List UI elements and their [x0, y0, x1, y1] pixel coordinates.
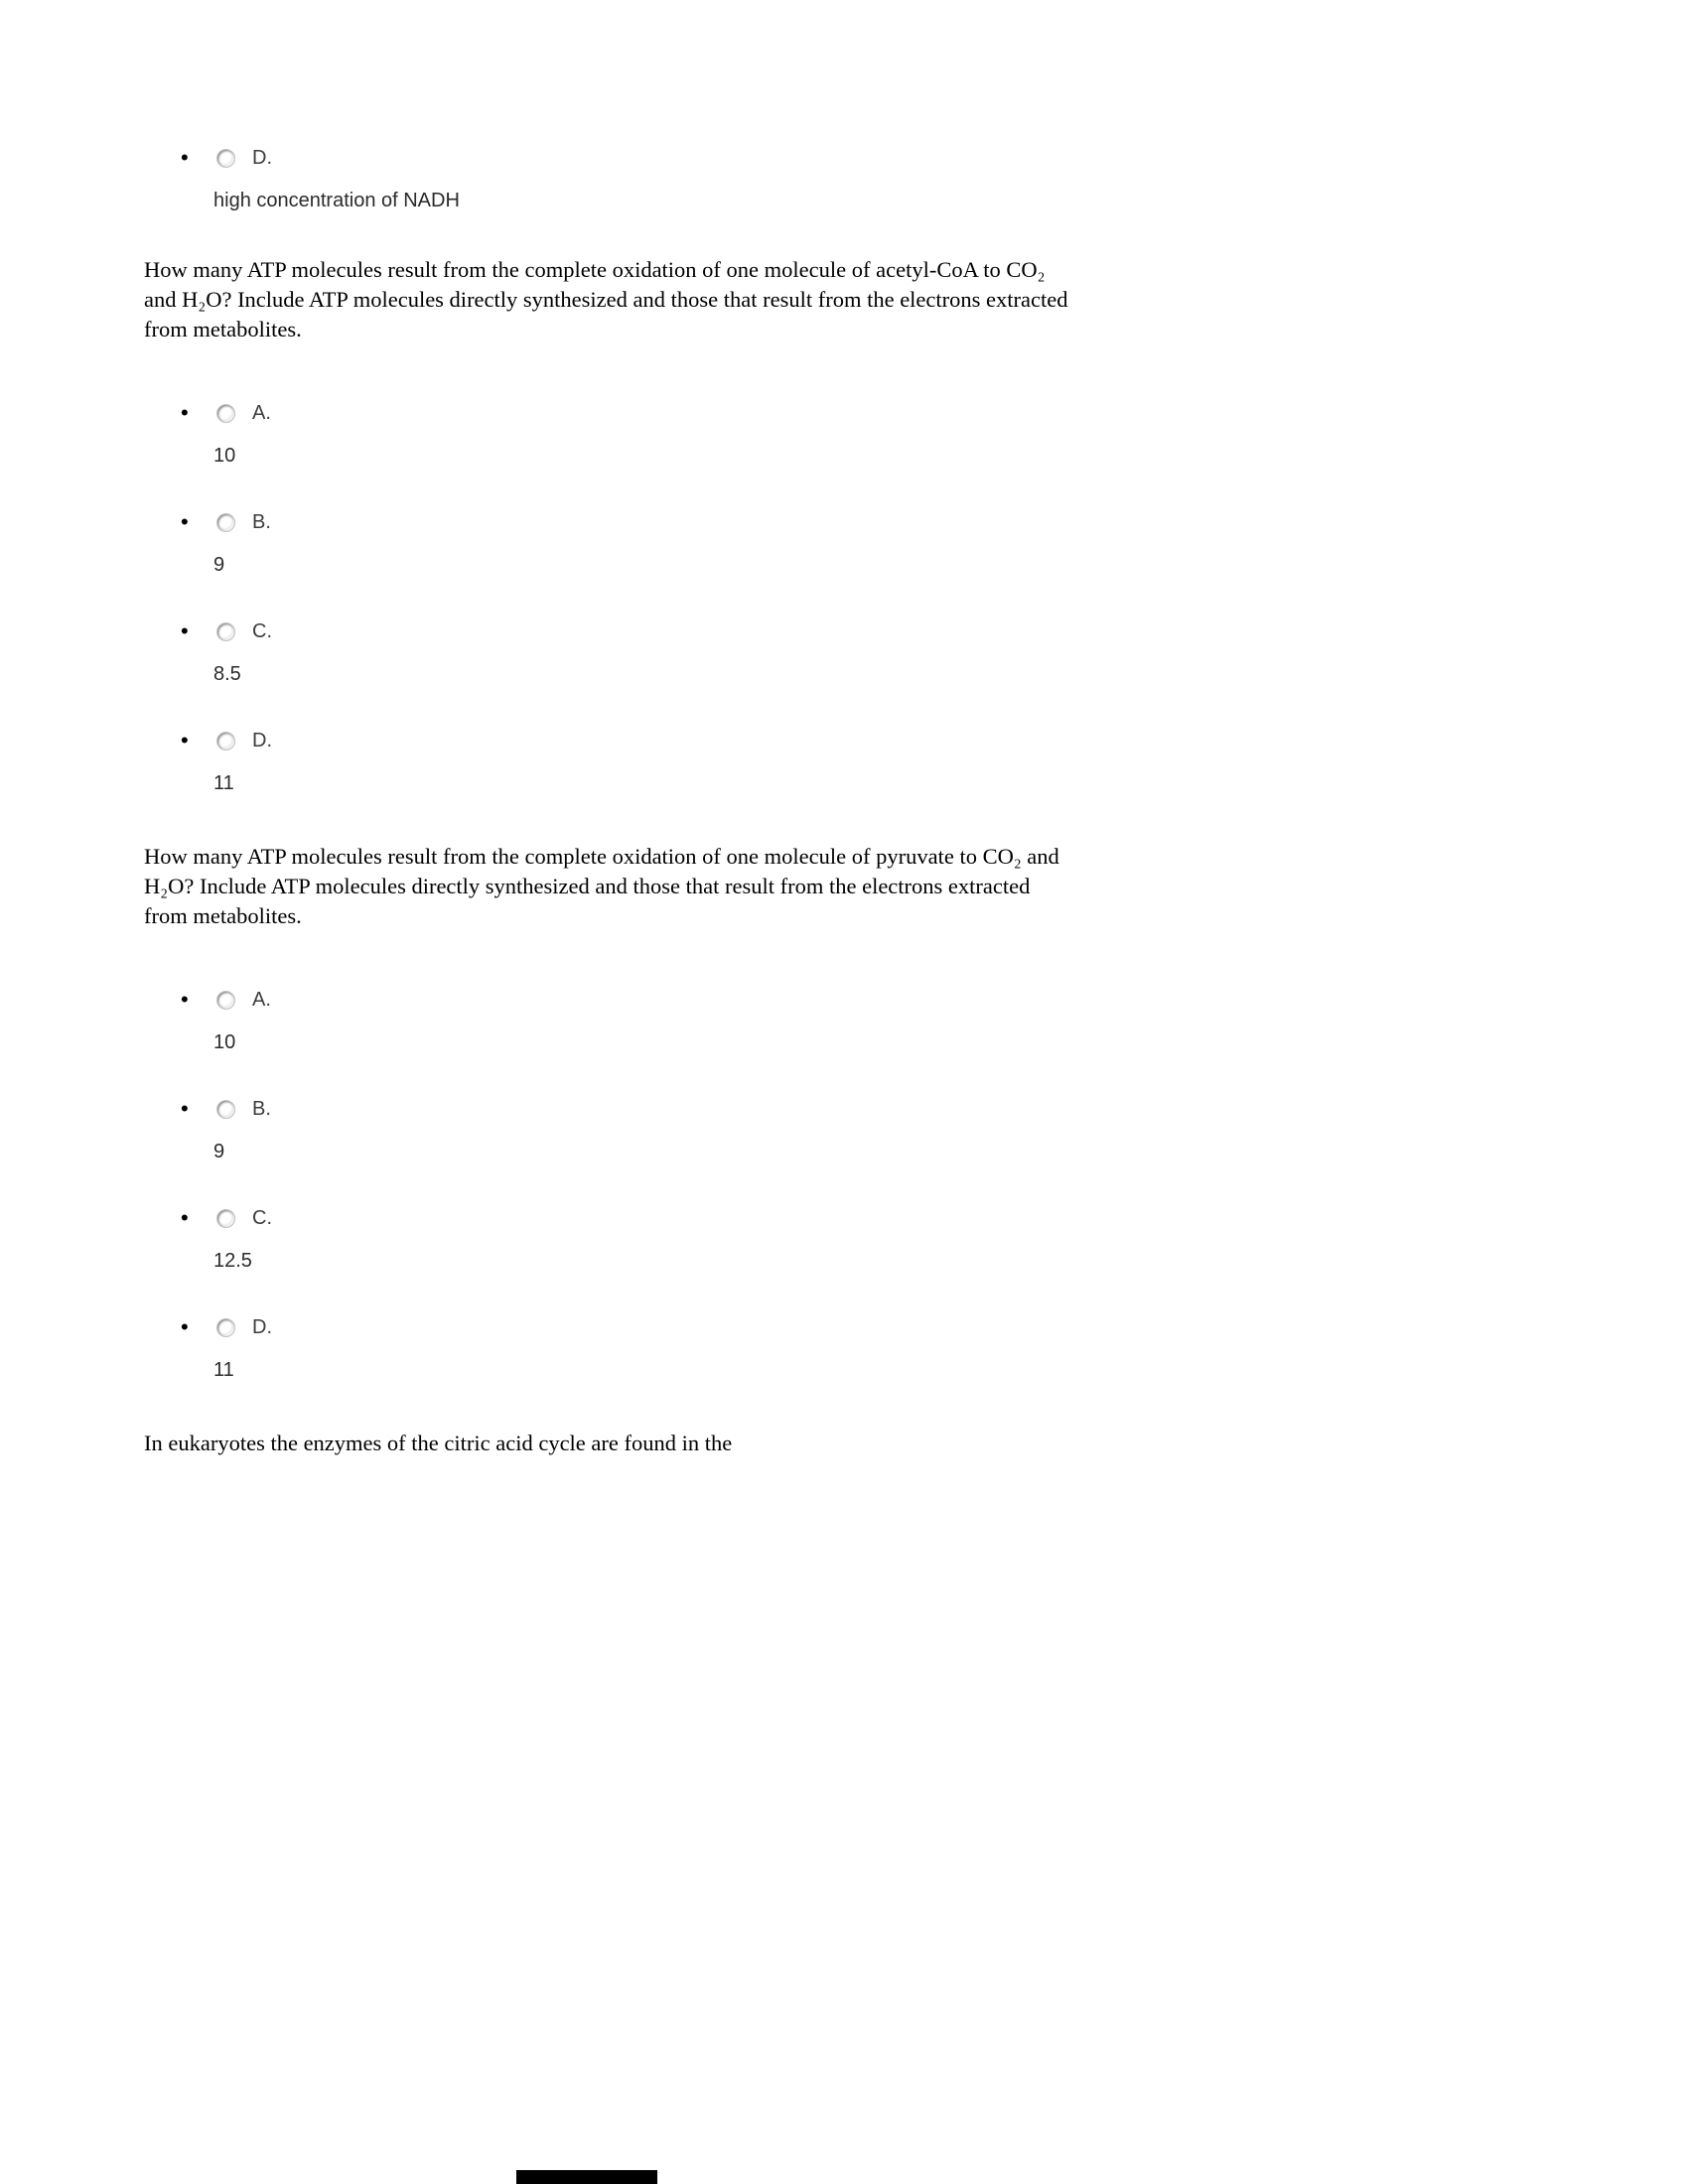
- option-letter: C.: [252, 1206, 272, 1229]
- option-letter: D.: [252, 729, 272, 751]
- answer-option-row: [181, 1205, 1688, 1231]
- bullet-marker: •: [181, 1314, 189, 1339]
- answer-option-row: [181, 987, 1688, 1013]
- options-list: [0, 400, 1688, 796]
- radio-button[interactable]: [216, 991, 235, 1010]
- option-letter: A.: [252, 988, 271, 1011]
- question-text: How many ATP molecules result from the complete oxidation of one molecule of pyruvate to CO₂ and H₂O? Include ATP molecules directly synthesized and those that result from the electrons extracted from metabolites.: [144, 844, 1059, 928]
- radio-button[interactable]: [216, 622, 235, 641]
- bullet-marker: •: [181, 728, 189, 752]
- options-list: [0, 987, 1688, 1383]
- radio-button[interactable]: [216, 1209, 235, 1228]
- option-letter: B.: [252, 510, 271, 533]
- answer-option-row: [181, 618, 1688, 644]
- radio-button[interactable]: [216, 149, 235, 168]
- option-letter: B.: [252, 1097, 271, 1120]
- option-value: 9: [213, 554, 225, 576]
- bullet-marker: •: [181, 618, 189, 643]
- answer-option: [0, 987, 1688, 1055]
- radio-button[interactable]: [216, 404, 235, 423]
- bullet-marker: •: [181, 400, 189, 425]
- option-letter: C.: [252, 619, 272, 642]
- answer-option: [0, 618, 1688, 687]
- radio-button[interactable]: [216, 1318, 235, 1337]
- radio-button[interactable]: [216, 513, 235, 532]
- answer-option-row: [181, 728, 1688, 753]
- option-value: high concentration of NADH: [213, 190, 460, 211]
- option-value: 10: [213, 445, 236, 467]
- radio-button[interactable]: [216, 732, 235, 751]
- answer-option-row: [181, 400, 1688, 426]
- answer-option-row: [181, 145, 1688, 171]
- option-letter: D.: [252, 1315, 272, 1338]
- answer-option: [0, 509, 1688, 578]
- answer-option-row: [181, 1096, 1688, 1122]
- answer-option: [0, 400, 1688, 469]
- question-text: How many ATP molecules result from the complete oxidation of one molecule of acetyl-CoA to CO₂ and H₂O? Include ATP molecules directly synthesized and those that result from the electrons extracted from metabolites.: [144, 257, 1068, 341]
- bullet-marker: •: [181, 145, 189, 170]
- answer-option-row: [181, 1314, 1688, 1340]
- option-value: 12.5: [213, 1250, 252, 1272]
- answer-option: [0, 1096, 1688, 1164]
- answer-option: [0, 145, 1688, 213]
- option-value: 11: [213, 1359, 234, 1381]
- answer-option: [0, 1314, 1688, 1383]
- bullet-marker: •: [181, 1205, 189, 1230]
- question-text: In eukaryotes the enzymes of the citric acid cycle are found in the: [144, 1431, 733, 1455]
- bullet-marker: •: [181, 987, 189, 1012]
- answer-option: [0, 1205, 1688, 1274]
- bullet-marker: •: [181, 1096, 189, 1121]
- answer-option: [0, 728, 1688, 796]
- option-letter: A.: [252, 401, 271, 424]
- option-value: 9: [213, 1141, 225, 1162]
- option-value: 11: [213, 772, 234, 794]
- option-value: 10: [213, 1031, 236, 1053]
- answer-option-row: [181, 509, 1688, 535]
- bullet-marker: •: [181, 509, 189, 534]
- cutoff-content-bar: [516, 2170, 657, 2184]
- option-letter: D.: [252, 146, 272, 169]
- radio-button[interactable]: [216, 1100, 235, 1119]
- option-value: 8.5: [213, 663, 241, 685]
